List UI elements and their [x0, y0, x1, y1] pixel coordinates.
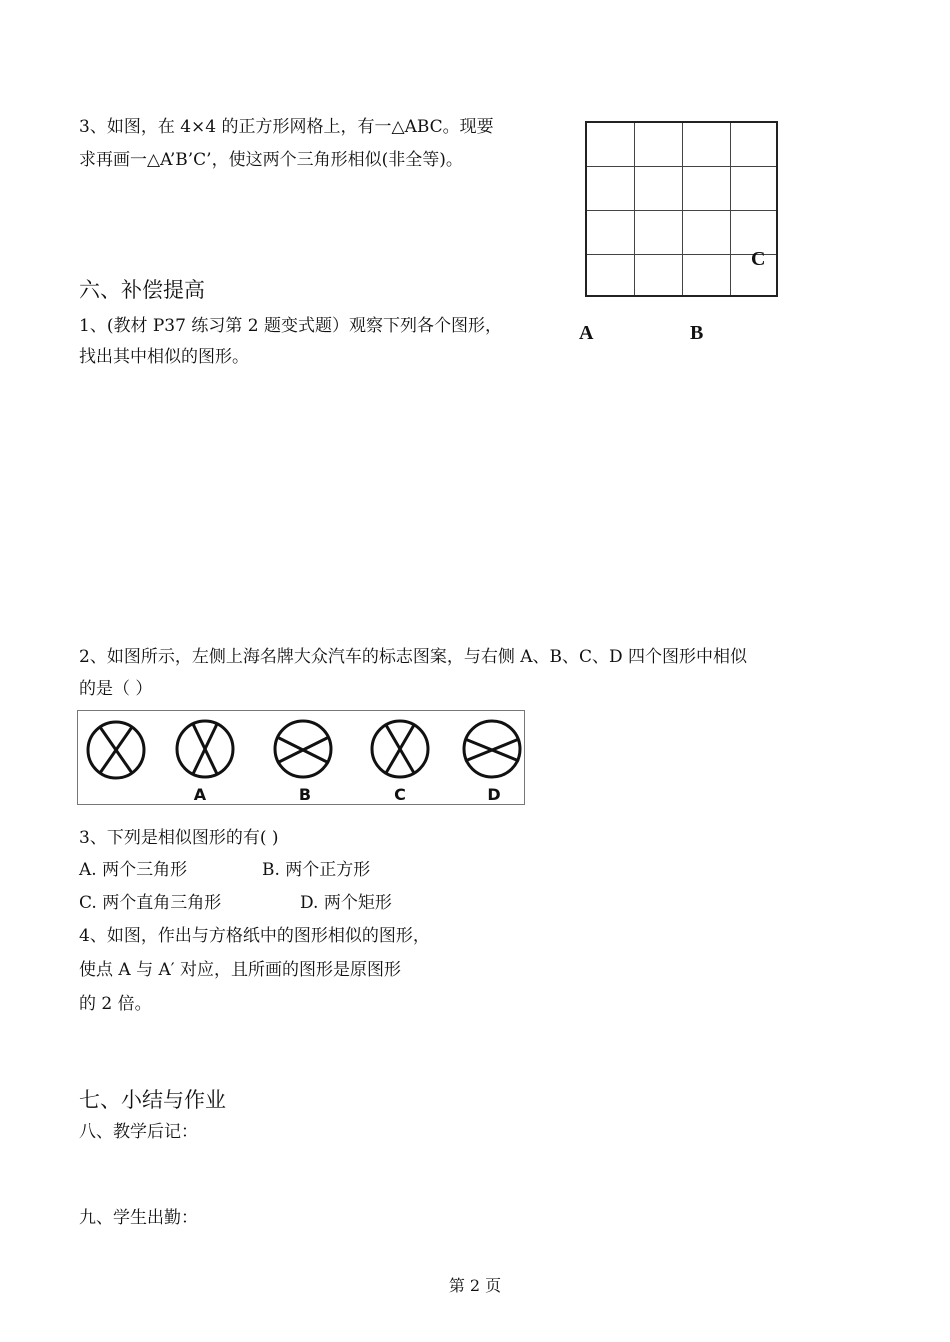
q4-line-2: 使点 A 与 A′ 对应，且所画的图形是原图形: [79, 960, 402, 980]
section-9-heading: 九、学生出勤：: [79, 1208, 198, 1228]
vertex-label-b: B: [690, 322, 704, 344]
grid-line: [587, 254, 776, 255]
q4-line-3: 的 2 倍。: [79, 994, 152, 1014]
q4-line-1: 4、如图，作出与方格纸中的图形相似的图形，: [79, 926, 430, 946]
option-a: A. 两个三角形: [79, 860, 188, 880]
option-d: D. 两个矩形: [300, 893, 392, 913]
logo-label-b: B: [298, 785, 312, 804]
section-8-heading: 八、教学后记：: [79, 1122, 198, 1142]
logo-option-b: [275, 721, 331, 777]
q2-line-2: 的是（ ）: [79, 679, 153, 699]
logo-label-c: C: [394, 785, 406, 804]
page-number: 第 2 页: [448, 1276, 502, 1295]
option-b: B. 两个正方形: [262, 860, 371, 880]
grid-line: [634, 123, 635, 295]
option-c: C. 两个直角三角形: [79, 893, 222, 913]
grid-line: [587, 210, 776, 211]
vw-logo-original: [88, 722, 144, 778]
q1-line-2: 找出其中相似的图形。: [79, 347, 249, 367]
q1-line-1: 1、(教材 P37 练习第 2 题变式题）观察下列各个图形，: [79, 316, 502, 336]
grid-line: [730, 123, 731, 295]
logo-label-d: D: [487, 785, 501, 804]
section-6-heading: 六、补偿提高: [79, 278, 205, 302]
logo-option-d: [464, 721, 520, 777]
q3-choice-question: 3、下列是相似图形的有( ): [79, 828, 279, 848]
section-7-heading: 七、小结与作业: [79, 1088, 226, 1112]
logo-label-a: A: [193, 785, 207, 804]
vertex-label-c: C: [751, 248, 766, 270]
square-grid-figure: [585, 121, 778, 297]
logo-option-a: [177, 721, 233, 777]
logo-option-c: [372, 721, 428, 777]
logo-figure: [77, 710, 525, 805]
grid-line: [682, 123, 683, 295]
logo-drawings: [78, 711, 526, 806]
q3-line-2: 求再画一△A’B’C’，使这两个三角形相似(非全等)。: [79, 150, 463, 170]
q2-line-1: 2、如图所示，左侧上海名牌大众汽车的标志图案，与右侧 A、B、C、D 四个图形中相似: [79, 647, 748, 667]
vertex-label-a: A: [579, 322, 594, 344]
q3-line-1: 3、如图，在 4×4 的正方形网格上，有一△ABC。现要: [79, 117, 494, 137]
grid-line: [587, 166, 776, 167]
